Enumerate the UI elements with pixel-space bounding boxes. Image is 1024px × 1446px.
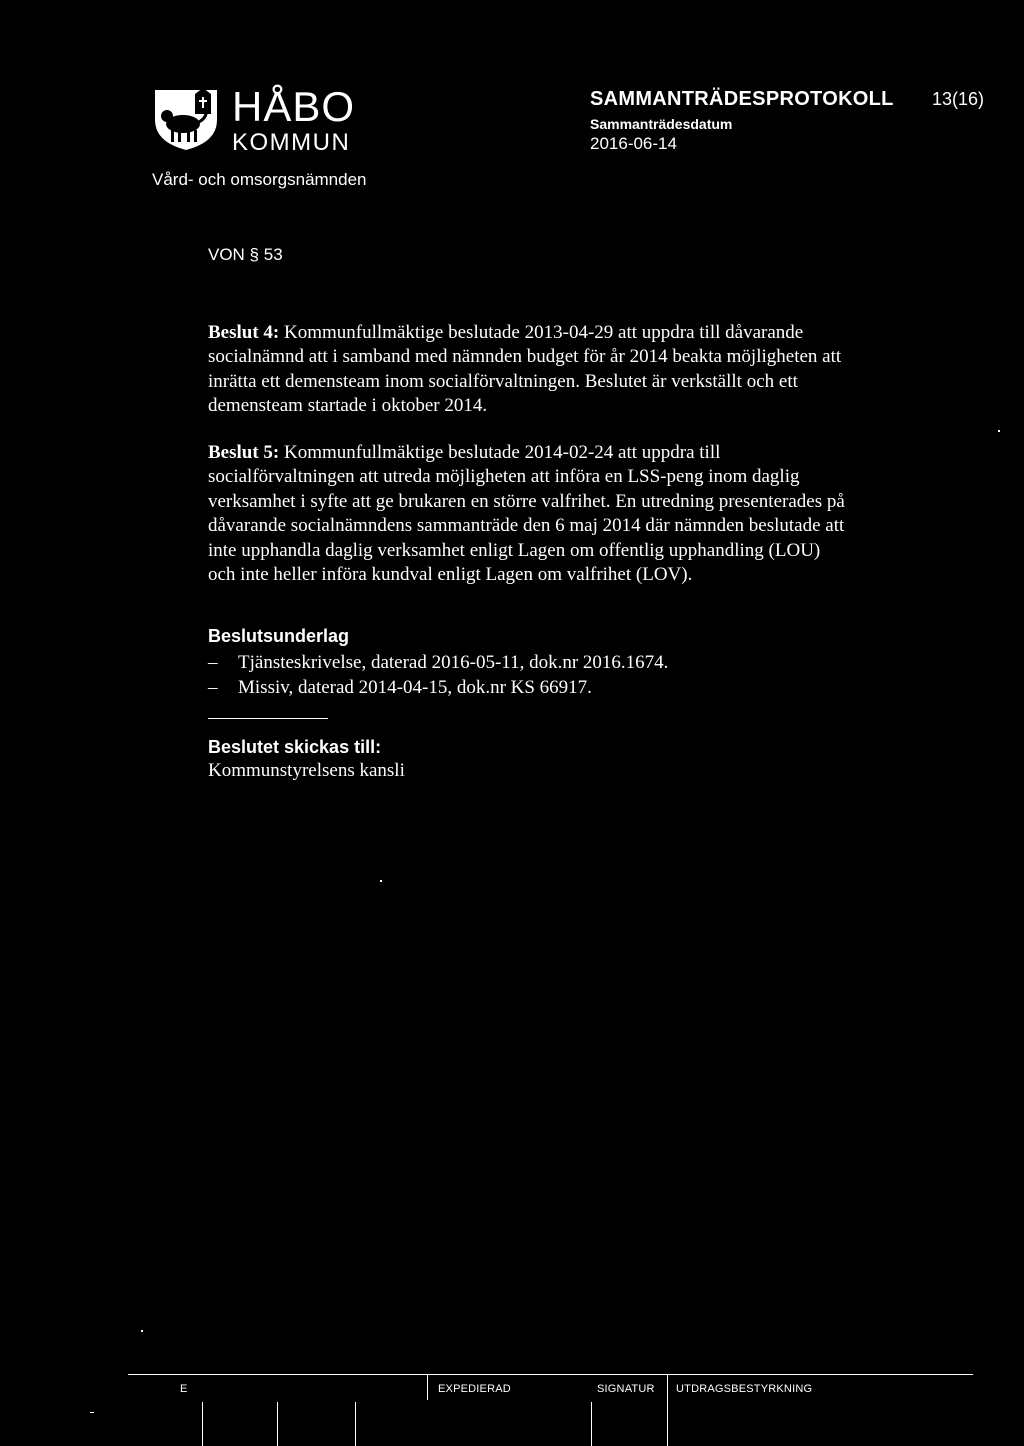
municipality-crest-logo [151, 86, 221, 152]
distribution-recipient: Kommunstyrelsens kansli [208, 760, 405, 781]
footer-signature-line [277, 1402, 278, 1446]
scan-speck [141, 1330, 143, 1332]
committee-name: Vård- och omsorgsnämnden [152, 170, 367, 189]
footer-label-e: E [180, 1383, 188, 1395]
footer-column-divider [427, 1374, 428, 1400]
decision-label: Beslut 4: [208, 322, 280, 343]
page-number: 13(16) [931, 89, 984, 109]
scan-speck [90, 1412, 94, 1413]
footer-label-signatur: SIGNATUR [597, 1383, 655, 1395]
scan-speck [998, 430, 1000, 432]
footer-label-expedierad: EXPEDIERAD [438, 1383, 511, 1395]
decision-label: Beslut 5: [208, 442, 280, 463]
decision-paragraph [208, 441, 848, 587]
footer-signature-line [355, 1402, 356, 1446]
logo-wordmark: HÅBO [232, 83, 356, 130]
divider [208, 718, 328, 719]
list-dash: – [208, 652, 218, 673]
logo-subtitle: KOMMUN [232, 129, 351, 156]
decision-text: Kommunfullmäktige beslutade 2013-04-29 att uppdra till dåvarande socialnämnd att i samband med nämnden budget för år 2014 beakta möjligheten att inrätta ett demensteam inom socialförvaltningen. Beslutet är verkställt och ett demensteam startade i oktober 2014. [208, 322, 842, 417]
meeting-date-value: 2016-06-14 [590, 134, 677, 153]
meeting-date-label: Sammanträdesdatum [590, 116, 733, 132]
list-dash: – [208, 677, 218, 698]
footer-signature-line [591, 1402, 592, 1446]
decision-basis-text: Tjänsteskrivelse, daterad 2016-05-11, dok.nr 2016.1674. [238, 652, 669, 673]
footer-table-rule [128, 1374, 973, 1375]
footer-column-divider [667, 1374, 668, 1446]
decision-basis-item [208, 676, 592, 700]
footer-label-utdragsbestyrkning: UTDRAGSBESTYRKNING [676, 1383, 813, 1395]
decision-basis-item [208, 651, 668, 675]
decision-basis-heading: Beslutsunderlag [208, 626, 350, 646]
scan-speck [380, 880, 382, 882]
decision-paragraph [208, 321, 848, 419]
footer-signature-line [202, 1402, 203, 1446]
decision-basis-text: Missiv, daterad 2014-04-15, dok.nr KS 66917. [238, 677, 592, 698]
section-reference: VON § 53 [208, 245, 283, 264]
distribution-heading: Beslutet skickas till: [208, 737, 382, 757]
document-type-title: SAMMANTRÄDESPROTOKOLL [590, 88, 894, 110]
decision-text: Kommunfullmäktige beslutade 2014-02-24 att uppdra till socialförvaltningen att utreda möjligheten att införa en LSS-peng inom daglig verksamhet i syfte att ge brukaren en större valfrihet. En utredning presenterades på dåvarande socialnämndens sammanträde den 6 maj 2014 där nämnden beslutade att inte upphandla daglig verksamhet enligt Lagen om offentlig upphandling (LOU) och inte heller införa kundval enligt Lagen om valfrihet (LOV). [208, 442, 845, 586]
